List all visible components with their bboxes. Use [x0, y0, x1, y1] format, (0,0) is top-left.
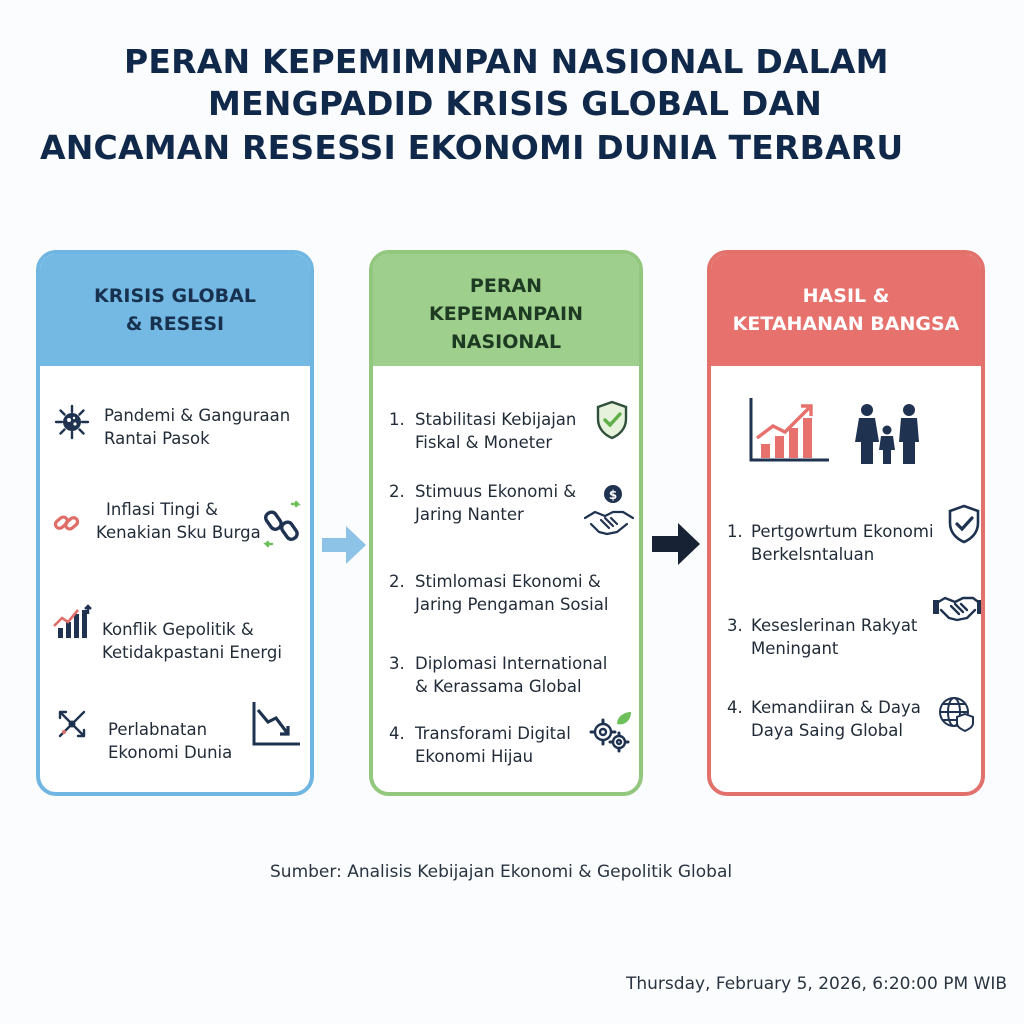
crisis-item-3: Konflik Gepolitik & Ketidakpastani Energi [102, 620, 282, 662]
crisis-header-line-2: & RESESI [125, 313, 225, 335]
handshake-icon [933, 592, 983, 628]
results-panel [707, 250, 985, 796]
title-line-1: PERAN KEPEMIMNPAN NASIONAL DALAM [124, 42, 889, 81]
crisis-item-2: Inflasi Tingi & Kenakian Sku Burga [96, 500, 261, 542]
shield-check-icon [947, 504, 981, 544]
downtrend-chart-icon [250, 700, 302, 748]
handshake-dollar-icon [583, 482, 635, 544]
virus-icon [54, 404, 90, 440]
leadership-item-3: 2. Stimlomasi Ekonomi & Jaring Pengaman Sosial [389, 572, 609, 614]
leadership-panel-header [373, 254, 639, 366]
leadership-item-4: 3. Diplomasi International & Kerassama Global [389, 654, 608, 696]
results-panel-header [711, 254, 981, 366]
results-header-line-1: HASIL & [802, 285, 890, 307]
bar-chart-icon [52, 604, 94, 642]
svg-text:$: $ [608, 488, 618, 502]
timestamp: Thursday, February 5, 2026, 6:20:00 PM WIB [626, 974, 1008, 994]
crisis-header-line-1: KRISIS GLOBAL [94, 285, 256, 307]
results-item-3: 4. Kemandiiran & Daya Daya Saing Global [727, 698, 921, 740]
scatter-arrows-icon [54, 704, 90, 744]
leadership-item-1: 1. Stabilitasi Kebijajan Fiskal & Moneter [389, 410, 577, 452]
family-icon [851, 402, 925, 466]
leadership-header-line-2: KEPEMANPAIN [429, 303, 583, 325]
globe-shield-icon [937, 694, 975, 732]
crisis-item-1: Pandemi & Ganguraan Rantai Pasok [104, 406, 291, 448]
leadership-panel [369, 250, 643, 796]
crisis-panel-header [40, 254, 310, 366]
arrow-right-icon [320, 522, 368, 568]
crisis-panel-body [40, 366, 310, 796]
results-panel-body [711, 366, 981, 796]
source-caption: Sumber: Analisis Kebijajan Ekonomi & Gepolitik Global [270, 862, 733, 882]
leadership-item-5: 4. Transforami Digital Ekonomi Hijau [389, 724, 571, 766]
gears-leaf-icon [587, 708, 633, 754]
leadership-header-line-3: NASIONAL [450, 331, 562, 353]
broken-chain-icon [262, 500, 306, 548]
crisis-panel [36, 250, 314, 796]
results-header-line-2: KETAHANAN BANGSA [732, 313, 960, 335]
chain-link-icon [52, 508, 82, 538]
growth-chart-icon [747, 396, 831, 464]
results-item-1: 1. Pertgowrtum Ekonomi Berkelsntaluan [727, 522, 934, 564]
arrow-right-icon [650, 520, 702, 568]
results-item-2: 3. Keseslerinan Rakyat Meningant [727, 616, 918, 658]
leadership-item-2: 2. Stimuus Ekonomi & Jaring Nanter [389, 482, 577, 524]
title-line-2: MENGPADID KRISIS GLOBAL DAN [208, 84, 823, 123]
crisis-item-4: Perlabnatan Ekonomi Dunia [108, 720, 233, 762]
leadership-header-line-1: PERAN [469, 275, 543, 297]
title-line-3: ANCAMAN RESESSI EKONOMI DUNIA TERBARU [40, 128, 904, 167]
shield-check-icon [595, 400, 629, 440]
leadership-panel-body [373, 366, 639, 796]
